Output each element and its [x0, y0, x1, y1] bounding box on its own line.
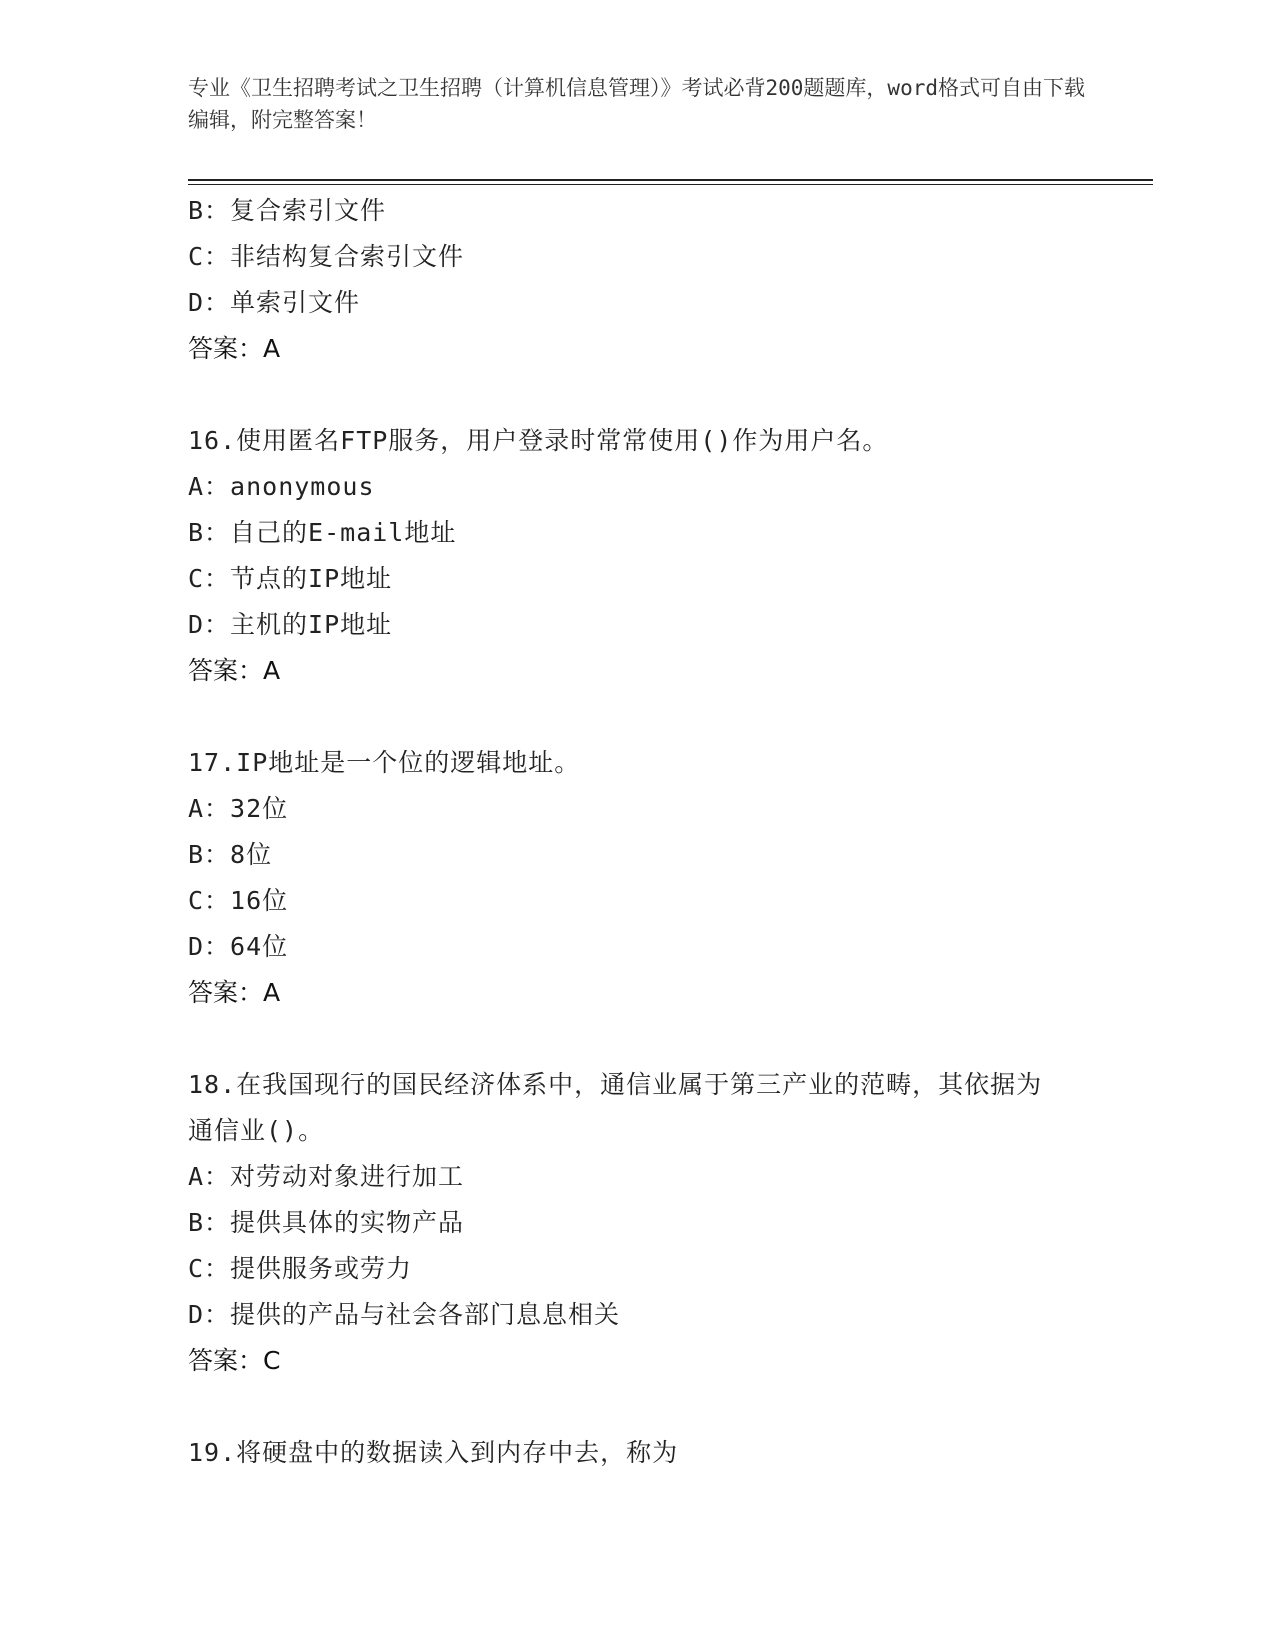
option-c: C：16位	[188, 886, 289, 915]
option-a: A：对劳动对象进行加工	[188, 1162, 465, 1191]
question-stem: 16.使用匿名FTP服务，用户登录时常常使用()作为用户名。	[188, 426, 889, 455]
option-d: D：单索引文件	[188, 288, 361, 317]
option-a: A：32位	[188, 794, 289, 823]
page-header: 专业《卫生招聘考试之卫生招聘（计算机信息管理）》考试必背200题题库，word格式可自由下载编辑，附完整答案！	[188, 76, 1085, 132]
option-c: C：非结构复合索引文件	[188, 242, 465, 271]
option-b: B：自己的E-mail地址	[188, 518, 457, 547]
answer: 答案：A	[188, 656, 281, 685]
option-a: A：anonymous	[188, 472, 375, 501]
option-d: D：64位	[188, 932, 289, 961]
header-divider-thin	[188, 184, 1153, 185]
option-b: B：提供具体的实物产品	[188, 1208, 465, 1237]
option-c: C：提供服务或劳力	[188, 1254, 413, 1283]
option-d: D：主机的IP地址	[188, 610, 393, 639]
option-c: C：节点的IP地址	[188, 564, 393, 593]
header-divider-thick	[188, 179, 1153, 181]
answer: 答案：C	[188, 1346, 281, 1375]
question-list	[188, 188, 1088, 1476]
option-d: D：提供的产品与社会各部门息息相关	[188, 1300, 621, 1329]
question-stem: 18.在我国现行的国民经济体系中，通信业属于第三产业的范畴，其依据为通信业()。	[188, 1070, 1043, 1145]
option-b: B：复合索引文件	[188, 196, 387, 225]
answer: 答案：A	[188, 334, 281, 363]
question-stem: 17.IP地址是一个位的逻辑地址。	[188, 748, 581, 777]
answer: 答案：A	[188, 978, 281, 1007]
option-b: B：8位	[188, 840, 273, 869]
question-stem: 19.将硬盘中的数据读入到内存中去，称为	[188, 1438, 679, 1467]
